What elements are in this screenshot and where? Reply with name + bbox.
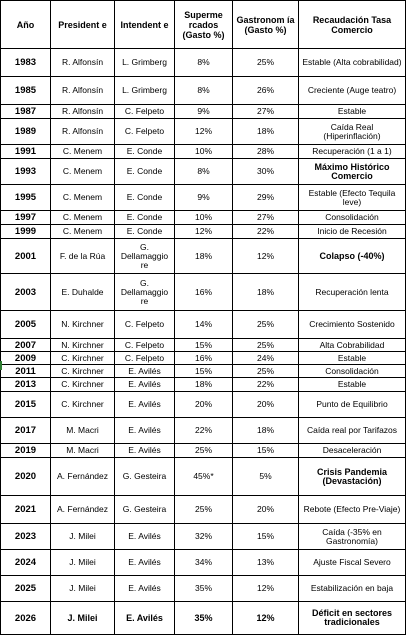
cell-gastronomy[interactable]: 20% — [233, 392, 299, 418]
cell-intendent[interactable]: C. Felpeto — [115, 119, 175, 145]
cell-intendent[interactable]: E. Avilés — [115, 550, 175, 576]
cell-year[interactable]: 2024 — [1, 550, 51, 576]
cell-year[interactable]: 2025 — [1, 576, 51, 602]
cell-year[interactable]: 2020 — [1, 458, 51, 496]
cell-supermarkets[interactable]: 25% — [175, 444, 233, 458]
cell-supermarkets[interactable]: 34% — [175, 550, 233, 576]
cell-collection[interactable]: Crisis Pandemia (Devastación) — [299, 458, 406, 496]
cell-president[interactable]: C. Menem — [51, 225, 115, 239]
cell-year[interactable]: 2017 — [1, 418, 51, 444]
cell-gastronomy[interactable]: 15% — [233, 444, 299, 458]
cell-gastronomy[interactable]: 25% — [233, 49, 299, 77]
cell-collection[interactable]: Rebote (Efecto Pre-Viaje) — [299, 496, 406, 524]
cell-collection[interactable]: Estable — [299, 378, 406, 392]
table-row — [1, 576, 406, 602]
cell-gastronomy[interactable]: 20% — [233, 496, 299, 524]
cell-gastronomy[interactable]: 18% — [233, 119, 299, 145]
cell-collection[interactable]: Caída real por Tarifazos — [299, 418, 406, 444]
cell-intendent[interactable]: E. Conde — [115, 145, 175, 159]
cell-gastronomy[interactable]: 25% — [233, 365, 299, 378]
cell-intendent[interactable]: E. Avilés — [115, 365, 175, 378]
cell-supermarkets[interactable]: 20% — [175, 392, 233, 418]
cell-year[interactable]: 2001 — [1, 239, 51, 274]
header-supermarkets: Superme rcados (Gasto %) — [175, 1, 233, 49]
cell-president[interactable]: C. Kirchner — [51, 378, 115, 392]
cell-year[interactable]: 2026 — [1, 602, 51, 635]
cell-intendent[interactable]: E. Conde — [115, 159, 175, 185]
table-row — [1, 239, 406, 274]
table-row — [1, 211, 406, 225]
table-row — [1, 365, 406, 378]
cell-supermarkets[interactable]: 12% — [175, 119, 233, 145]
cell-collection[interactable]: Inicio de Recesión — [299, 225, 406, 239]
table-row — [1, 49, 406, 77]
cell-gastronomy[interactable]: 12% — [233, 239, 299, 274]
cell-president[interactable]: C. Menem — [51, 185, 115, 211]
header-gastronomy: Gastronom ía (Gasto %) — [233, 1, 299, 49]
cell-gastronomy[interactable]: 28% — [233, 145, 299, 159]
cell-collection[interactable]: Desaceleración — [299, 444, 406, 458]
cell-supermarkets[interactable]: 35% — [175, 602, 233, 635]
table-row — [1, 77, 406, 105]
table-row — [1, 378, 406, 392]
cell-collection[interactable]: Caída (-35% en Gastronomía) — [299, 524, 406, 550]
cell-supermarkets[interactable]: 15% — [175, 339, 233, 352]
cell-president[interactable]: A. Fernández — [51, 496, 115, 524]
cell-gastronomy[interactable]: 5% — [233, 458, 299, 496]
cell-gastronomy[interactable]: 18% — [233, 274, 299, 311]
cell-president[interactable]: C. Menem — [51, 159, 115, 185]
header-year: Año — [1, 1, 51, 49]
table-row — [1, 339, 406, 352]
cell-gastronomy[interactable]: 22% — [233, 225, 299, 239]
cell-supermarkets[interactable]: 18% — [175, 239, 233, 274]
cell-supermarkets[interactable]: 35% — [175, 576, 233, 602]
cell-supermarkets[interactable]: 9% — [175, 105, 233, 119]
cell-gastronomy[interactable]: 27% — [233, 211, 299, 225]
cell-gastronomy[interactable]: 12% — [233, 602, 299, 635]
cell-collection[interactable]: Estabilización en baja — [299, 576, 406, 602]
cell-intendent[interactable]: L. Grimberg — [115, 77, 175, 105]
cell-intendent[interactable]: C. Felpeto — [115, 352, 175, 365]
cell-gastronomy[interactable]: 30% — [233, 159, 299, 185]
cell-collection[interactable]: Estable (Efecto Tequila leve) — [299, 185, 406, 211]
cell-collection[interactable]: Consolidación — [299, 365, 406, 378]
cell-president[interactable]: C. Menem — [51, 145, 115, 159]
table-row — [1, 418, 406, 444]
cell-year[interactable]: 1999 — [1, 225, 51, 239]
table-row — [1, 225, 406, 239]
cell-gastronomy[interactable]: 22% — [233, 378, 299, 392]
cell-supermarkets[interactable]: 12% — [175, 225, 233, 239]
cell-intendent[interactable]: E. Avilés — [115, 602, 175, 635]
cell-year[interactable]: 2009 — [1, 352, 51, 365]
cell-president[interactable]: A. Fernández — [51, 458, 115, 496]
cell-supermarkets[interactable]: 16% — [175, 352, 233, 365]
cell-year[interactable]: 1993 — [1, 159, 51, 185]
cell-president[interactable]: R. Alfonsín — [51, 49, 115, 77]
table-row — [1, 524, 406, 550]
cell-year[interactable]: 2011 — [1, 365, 51, 378]
cell-president[interactable]: E. Duhalde — [51, 274, 115, 311]
cell-intendent[interactable]: E. Conde — [115, 225, 175, 239]
cell-year[interactable]: 2013 — [1, 378, 51, 392]
table-row — [1, 159, 406, 185]
cell-collection[interactable]: Déficit en sectores tradicionales — [299, 602, 406, 635]
table-row — [1, 145, 406, 159]
cell-intendent[interactable]: E. Avilés — [115, 576, 175, 602]
cell-collection[interactable]: Estable — [299, 352, 406, 365]
cell-collection[interactable]: Máximo Histórico Comercio — [299, 159, 406, 185]
cell-supermarkets[interactable]: 18% — [175, 378, 233, 392]
cell-president[interactable]: C. Kirchner — [51, 392, 115, 418]
cell-year[interactable]: 2019 — [1, 444, 51, 458]
table-row — [1, 444, 406, 458]
cell-intendent[interactable]: E. Avilés — [115, 524, 175, 550]
cell-intendent[interactable]: E. Avilés — [115, 392, 175, 418]
cell-intendent[interactable]: C. Felpeto — [115, 311, 175, 339]
cell-gastronomy[interactable]: 29% — [233, 185, 299, 211]
header-collection: Recaudación Tasa Comercio — [299, 1, 406, 49]
header-president: President e — [51, 1, 115, 49]
cell-supermarkets[interactable]: 16% — [175, 274, 233, 311]
cell-president[interactable]: J. Milei — [51, 576, 115, 602]
cell-year[interactable]: 2007 — [1, 339, 51, 352]
cell-supermarkets[interactable]: 10% — [175, 145, 233, 159]
cell-gastronomy[interactable]: 18% — [233, 418, 299, 444]
cell-year[interactable]: 2023 — [1, 524, 51, 550]
cell-president[interactable]: C. Menem — [51, 211, 115, 225]
cell-intendent[interactable]: E. Avilés — [115, 444, 175, 458]
table-row — [1, 311, 406, 339]
cell-intendent[interactable]: L. Grimberg — [115, 49, 175, 77]
cell-supermarkets[interactable]: 9% — [175, 185, 233, 211]
cell-year[interactable]: 2015 — [1, 392, 51, 418]
header-row — [1, 1, 406, 49]
cell-gastronomy[interactable]: 12% — [233, 576, 299, 602]
cell-collection[interactable]: Colapso (-40%) — [299, 239, 406, 274]
cell-supermarkets[interactable]: 8% — [175, 159, 233, 185]
cell-gastronomy[interactable]: 25% — [233, 339, 299, 352]
cell-collection[interactable]: Alta Cobrabilidad — [299, 339, 406, 352]
table-row — [1, 185, 406, 211]
cell-supermarkets[interactable]: 14% — [175, 311, 233, 339]
cell-year[interactable]: 1997 — [1, 211, 51, 225]
cell-intendent[interactable]: E. Conde — [115, 211, 175, 225]
cell-president[interactable]: M. Macri — [51, 418, 115, 444]
cell-year[interactable]: 1991 — [1, 145, 51, 159]
cell-president[interactable]: J. Milei — [51, 550, 115, 576]
cell-intendent[interactable]: E. Avilés — [115, 418, 175, 444]
cell-intendent[interactable]: G. Dellamaggio re — [115, 239, 175, 274]
cell-selection-marker — [0, 361, 2, 370]
cell-intendent[interactable]: E. Avilés — [115, 378, 175, 392]
cell-president[interactable]: C. Kirchner — [51, 352, 115, 365]
cell-president[interactable]: J. Milei — [51, 602, 115, 635]
cell-collection[interactable]: Recuperación lenta — [299, 274, 406, 311]
table-row — [1, 458, 406, 496]
cell-supermarkets[interactable]: 22% — [175, 418, 233, 444]
cell-president[interactable]: M. Macri — [51, 444, 115, 458]
cell-supermarkets[interactable]: 10% — [175, 211, 233, 225]
cell-supermarkets[interactable]: 8% — [175, 49, 233, 77]
cell-gastronomy[interactable]: 26% — [233, 77, 299, 105]
cell-president[interactable]: F. de la Rúa — [51, 239, 115, 274]
cell-president[interactable]: J. Milei — [51, 524, 115, 550]
table-row — [1, 496, 406, 524]
cell-collection[interactable]: Caída Real (Hiperinflación) — [299, 119, 406, 145]
table-row — [1, 274, 406, 311]
cell-supermarkets[interactable]: 32% — [175, 524, 233, 550]
cell-intendent[interactable]: G. Gesteira — [115, 458, 175, 496]
cell-gastronomy[interactable]: 24% — [233, 352, 299, 365]
table-row — [1, 550, 406, 576]
cell-supermarkets[interactable]: 15% — [175, 365, 233, 378]
cell-president[interactable]: R. Alfonsín — [51, 77, 115, 105]
cell-collection[interactable]: Estable — [299, 105, 406, 119]
header-intendent: Intendent e — [115, 1, 175, 49]
cell-supermarkets[interactable]: 8% — [175, 77, 233, 105]
cell-president[interactable]: R. Alfonsín — [51, 105, 115, 119]
table-row — [1, 105, 406, 119]
cell-gastronomy[interactable]: 15% — [233, 524, 299, 550]
cell-collection[interactable]: Crecimiento Sostenido — [299, 311, 406, 339]
cell-supermarkets[interactable]: 25% — [175, 496, 233, 524]
cell-president[interactable]: N. Kirchner — [51, 339, 115, 352]
cell-president[interactable]: R. Alfonsín — [51, 119, 115, 145]
cell-year[interactable]: 2005 — [1, 311, 51, 339]
cell-collection[interactable]: Recuperación (1 a 1) — [299, 145, 406, 159]
table-row — [1, 119, 406, 145]
cell-collection[interactable]: Estable (Alta cobrabilidad) — [299, 49, 406, 77]
cell-president[interactable]: C. Kirchner — [51, 365, 115, 378]
table-row — [1, 602, 406, 635]
cell-year[interactable]: 1995 — [1, 185, 51, 211]
cell-intendent[interactable]: G. Gesteira — [115, 496, 175, 524]
cell-intendent[interactable]: G. Dellamaggio re — [115, 274, 175, 311]
cell-collection[interactable]: Creciente (Auge teatro) — [299, 77, 406, 105]
cell-collection[interactable]: Punto de Equilibrio — [299, 392, 406, 418]
cell-intendent[interactable]: C. Felpeto — [115, 105, 175, 119]
cell-year[interactable]: 2021 — [1, 496, 51, 524]
cell-president[interactable]: N. Kirchner — [51, 311, 115, 339]
cell-gastronomy[interactable]: 25% — [233, 311, 299, 339]
cell-year[interactable]: 1983 — [1, 49, 51, 77]
cell-year[interactable]: 2003 — [1, 274, 51, 311]
cell-collection[interactable]: Ajuste Fiscal Severo — [299, 550, 406, 576]
cell-gastronomy[interactable]: 13% — [233, 550, 299, 576]
table-row — [1, 392, 406, 418]
table-row — [1, 352, 406, 365]
cell-supermarkets[interactable]: 45%* — [175, 458, 233, 496]
cell-year[interactable]: 1985 — [1, 77, 51, 105]
cell-year[interactable]: 1989 — [1, 119, 51, 145]
cell-year[interactable]: 1987 — [1, 105, 51, 119]
cell-gastronomy[interactable]: 27% — [233, 105, 299, 119]
cell-intendent[interactable]: C. Felpeto — [115, 339, 175, 352]
cell-intendent[interactable]: E. Conde — [115, 185, 175, 211]
cell-collection[interactable]: Consolidación — [299, 211, 406, 225]
